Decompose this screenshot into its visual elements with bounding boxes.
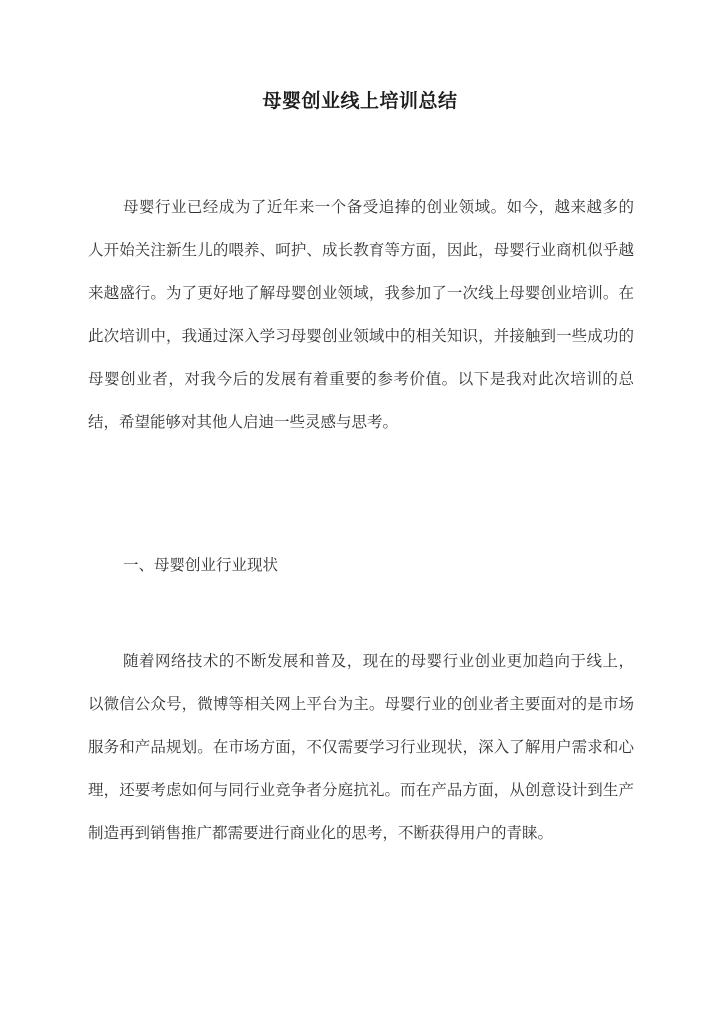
section-paragraph: 随着网络技术的不断发展和普及，现在的母婴行业创业更加趋向于线上，以微信公众号，微博等相关网上平台为主。母婴行业的创业者主要面对的是市场服务和产品规划。在市场方面，不仅需要学习行业现状，深入了解用户需求和心理，还要考虑如何与同行业竞争者分庭抗礼。而在产品方面，从创意设计到生产制造再到销售推广都需要进行商业化的思考，不断获得用户的青睐。 [88,652,634,842]
intro-paragraph: 母婴行业已经成为了近年来一个备受追捧的创业领域。如今，越来越多的人开始关注新生儿的喂养、呵护、成长教育等方面，因此，母婴行业商机似乎越来越盛行。为了更好地了解母婴创业领域，我参加了一次线上母婴创业培训。在此次培训中，我通过深入学习母婴创业领域中的相关知识，并接触到一些成功的母婴创业者，对我今后的发展有着重要的参考价值。以下是我对此次培训的总结，希望能够对其他人启迪一些灵感与思考。 [88,198,634,431]
document-title: 母婴创业线上培训总结 [262,90,458,112]
section-heading: 一、母婴创业行业现状 [123,556,279,574]
